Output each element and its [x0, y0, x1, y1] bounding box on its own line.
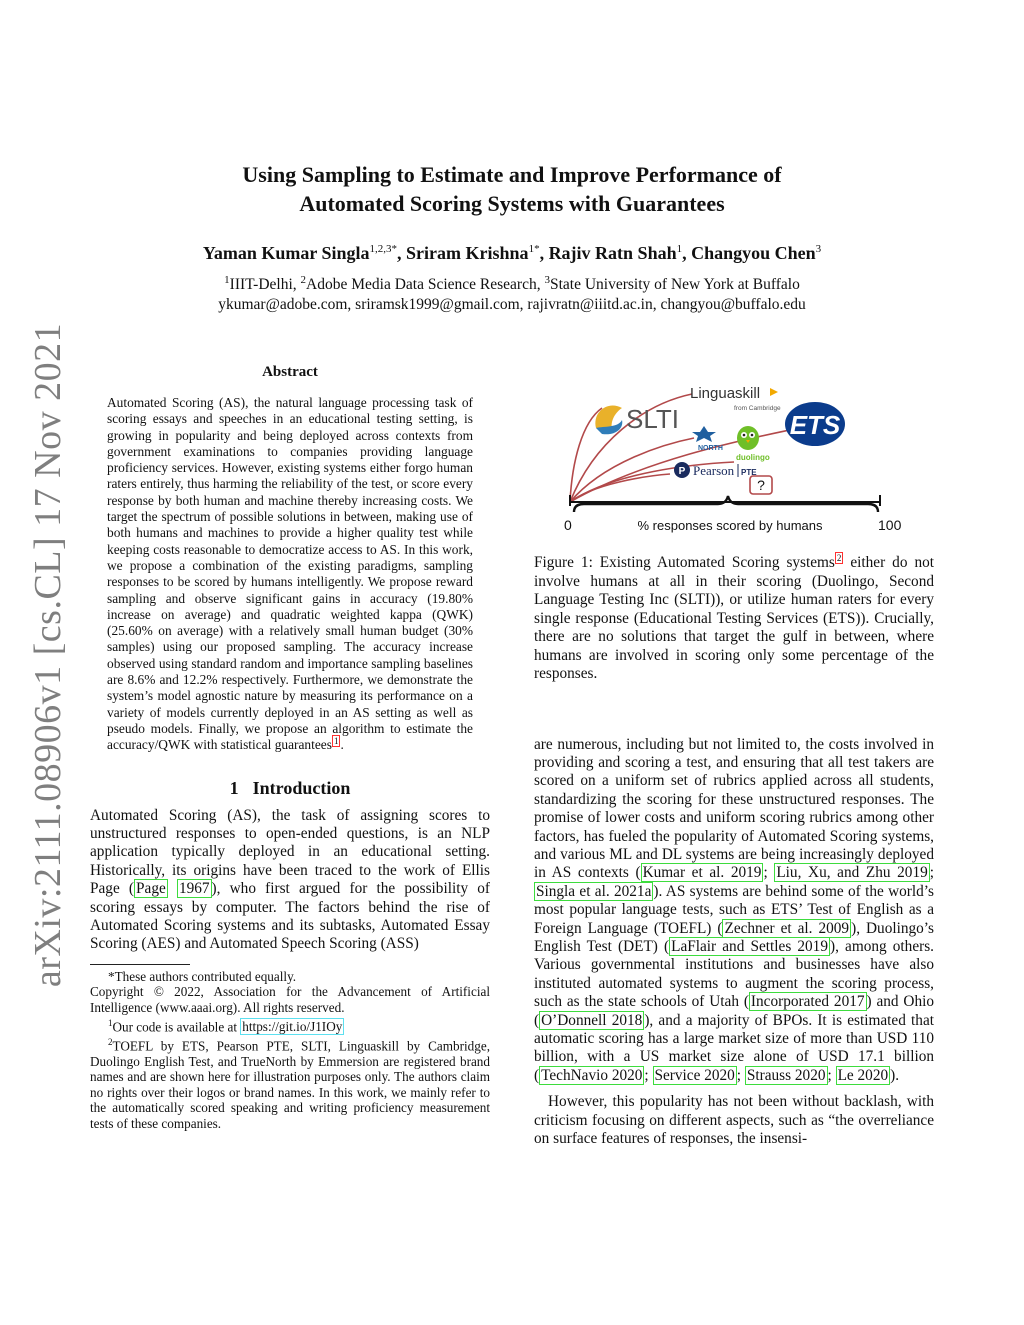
- axis-start-label: 0: [564, 517, 572, 533]
- citation-link[interactable]: Page: [136, 880, 166, 898]
- citation-link[interactable]: Kumar et al. 2019: [642, 864, 762, 882]
- author-name: Changyou Chen: [691, 243, 816, 263]
- citation-link[interactable]: Zechner et al. 2009: [724, 919, 850, 937]
- pearson-logo: [674, 462, 757, 478]
- citation-link[interactable]: O’Donnell 2018: [541, 1011, 643, 1029]
- ets-logo: [785, 402, 845, 446]
- figure-1: [534, 382, 934, 542]
- citation-link[interactable]: Service 2020: [654, 1066, 735, 1084]
- citation-link[interactable]: Singla et al. 2021a: [536, 882, 652, 900]
- duolingo-logo: [736, 426, 770, 462]
- code-url-link[interactable]: https://git.io/J1IOy: [242, 1018, 343, 1034]
- question-mark: ?: [757, 477, 765, 493]
- citation-link[interactable]: Incorporated 2017: [750, 993, 865, 1011]
- axis-end-label: 100: [878, 517, 902, 533]
- abstract-heading: Abstract: [262, 364, 318, 380]
- arxiv-id: arXiv:2111.08906v1 [cs.CL] 17 Nov 2021: [27, 322, 69, 988]
- footnotes: [90, 969, 490, 1132]
- section-heading: 1 Introduction: [229, 777, 351, 798]
- svg-text:P: P: [678, 466, 686, 477]
- pte-wordmark: PTE: [741, 468, 757, 477]
- citation-link[interactable]: Le 2020: [837, 1066, 889, 1084]
- slti-wordmark: SLTI: [626, 404, 679, 434]
- figure-caption: Figure 1: Existing Automated Scoring systems $^2$ either do not involve humans at all in their scoring (Duolingo, Second Language Testing Inc (SLTI)), or utilize human raters for every single response (Educational Testing Services (ETS)). Crucially, there are no solutions that target the gulf in between, where humans are involved in scoring only some percentage of the responses.: [534, 552, 934, 682]
- cambridge-label: from Cambridge: [734, 405, 781, 412]
- body-paragraph: However, this popularity has not been without backlash, with criticism focusing on different aspects, such as “the overreliance on surface features of responses, the insensi-: [534, 1093, 934, 1148]
- citation-link[interactable]: 1967: [178, 880, 210, 898]
- title-block: [0, 160, 1024, 315]
- footnote-1: $^1$Our code is available at https://git.io/J1IOy: [108, 1017, 343, 1034]
- intro-paragraph: Automated Scoring (AS), the task of assigning scores to unstructured responses to open-ended questions, is an NLP application typically deployed in an educational setting. Historically, its origins have been traced to the work of Ellis Page ( Page 1967 ), who first argued for the possibility of scoring essays by computer. The factors behind the rise of Automated Scoring systems and its subtasks, Automated Essay Scoring (AES) and Automated Speech Scoring (ASS): [90, 806, 491, 953]
- author-name: Yaman Kumar Singla: [202, 243, 370, 263]
- citation-link[interactable]: Strauss 2020: [746, 1066, 826, 1084]
- duolingo-wordmark: duolingo: [736, 453, 770, 462]
- author-name: Rajiv Ratn Shah: [548, 243, 677, 263]
- pearson-wordmark: Pearson: [693, 463, 735, 478]
- author-list: Yaman Kumar Singla$^{1,2,3*}$, Sriram Krishna$^{1*}$, Rajiv Ratn Shah$^1$, Changyou Chen$^3$: [202, 243, 822, 263]
- linguaskill-wordmark: Linguaskill: [690, 385, 761, 402]
- truenorth-logo: [692, 426, 723, 452]
- slti-logo: [595, 404, 679, 434]
- footnote-ref[interactable]: 1: [333, 735, 339, 746]
- ets-wordmark: ETS: [789, 410, 841, 440]
- citation-link[interactable]: Liu, Xu, and Zhu 2019: [776, 864, 928, 882]
- footnote-rule: [90, 964, 190, 965]
- truenorth-wordmark: NORTH: [698, 445, 723, 452]
- body-paragraph: are numerous, including but not limited to, the costs involved in providing and scoring a test, and ensuring that all test takers are scored on a uniform set of rubrics applied across all students, standardizing the scoring for these unstructured responses. The promise of lower costs and uniform scoring rubrics among other factors, has fueled the popularity of Automated Scoring systems, and various ML and DL systems are being increasingly deployed in AS contexts ( Kumar et al. 2019 ; Liu, Xu, and Zhu 2019 ; Singla et al. 2021a ). AS systems are behind some of the world’s most popular language tests, such as ETS’ Test of English as a Foreign Language (TOEFL) ( Zechner et al. 2009 ), Duolingo’s English Test (DET) ( LaFlair and Settles 2019 ), among others. Various governmental institutions and businesses have also instituted automated systems to augment the scoring process, such as the state schools of Utah ( Incorporated 2017 ) and Ohio ( O’Donnell 2018 ), and a majority of BPOs. It is estimated that automatic scoring has a large market size of more than USD 110 billion, with a US market size alone of USD 17.1 billion ( TechNavio 2020 ; Service 2020 ; Strauss 2020 ; Le 2020 ).: [534, 735, 935, 1084]
- author-name: Sriram Krishna: [406, 243, 529, 263]
- citation-link[interactable]: TechNavio 2020: [541, 1066, 643, 1084]
- footnote-ref[interactable]: 2: [836, 552, 842, 563]
- affiliations: $^1$IIIT-Delhi, $^2$Adobe Media Data Science Research, $^3$State University of New York at Buffalo: [224, 274, 800, 294]
- right-column: [534, 382, 934, 1148]
- arxiv-stamp: [18, 322, 78, 988]
- copyright: Copyright © 2022, Association for the Advancement of Artificial Intelligence (www.aaai.org). All rights reserved.: [90, 984, 490, 1015]
- footnote-2: $^2$TOEFL by ETS, Pearson PTE, SLTI, Linguaskill by Cambridge, Duolingo English Test, and TrueNorth by Emmersion are registered brand names and are shown here for illustration purposes only. The authors claim no rights over their logos or brand names. In this work, we mainly refer to the automatically scored speaking and writing proficiency measurement tests of these companies.: [90, 1036, 490, 1131]
- axis-title: % responses scored by humans: [637, 518, 823, 533]
- emails: ykumar@adobe.com, sriramsk1999@gmail.com, rajivratn@iiitd.ac.in, changyou@buffalo.edu: [218, 296, 806, 314]
- citation-link[interactable]: LaFlair and Settles 2019: [671, 937, 828, 955]
- abstract-body: Automated Scoring (AS), the natural language processing task of scoring essays and speeches in an educational testing setting, is growing in popularity and being deployed across contexts from government examinations to companies providing language proficiency services. However, existing systems either forgo human raters entirely, thus harming the reliability of the test, or score every response by both human and machine thereby increasing costs. We target the spectrum of possible solutions in between, making use of both humans and machines to provide a higher quality test while keeping costs reasonable to democratize access to AS. In this work, we propose a combination of the existing paradigms, sampling responses to be scored by humans intelligently. We propose reward sampling and observe significant gains in accuracy (19.80% increase on average) and quadratic weighted kappa (QWK) (25.60% on average) with a relatively small human budget (30% samples) using our proposed sampling. The accuracy increase observed using standard random and importance sampling baselines are 8.6% and 12.2% respectively. Furthermore, we demonstrate the system’s model agnostic nature by measuring its performance on a variety of models currently deployed in an AS setting as well as pseudo models. Finally, we propose an algorithm to estimate the accuracy/QWK with statistical guarantees $^1$ .: [107, 395, 473, 753]
- paper-title: Using Sampling to Estimate and Improve Performance of Automated Scoring Systems with Guarantees: [242, 162, 782, 216]
- figure-1-graphic: [534, 382, 934, 542]
- footnote-equal: *These authors contributed equally.: [108, 968, 297, 984]
- left-column: [90, 364, 490, 1132]
- right-body: [534, 736, 934, 1149]
- range-brace: [574, 496, 878, 512]
- linguaskill-logo: [690, 385, 781, 412]
